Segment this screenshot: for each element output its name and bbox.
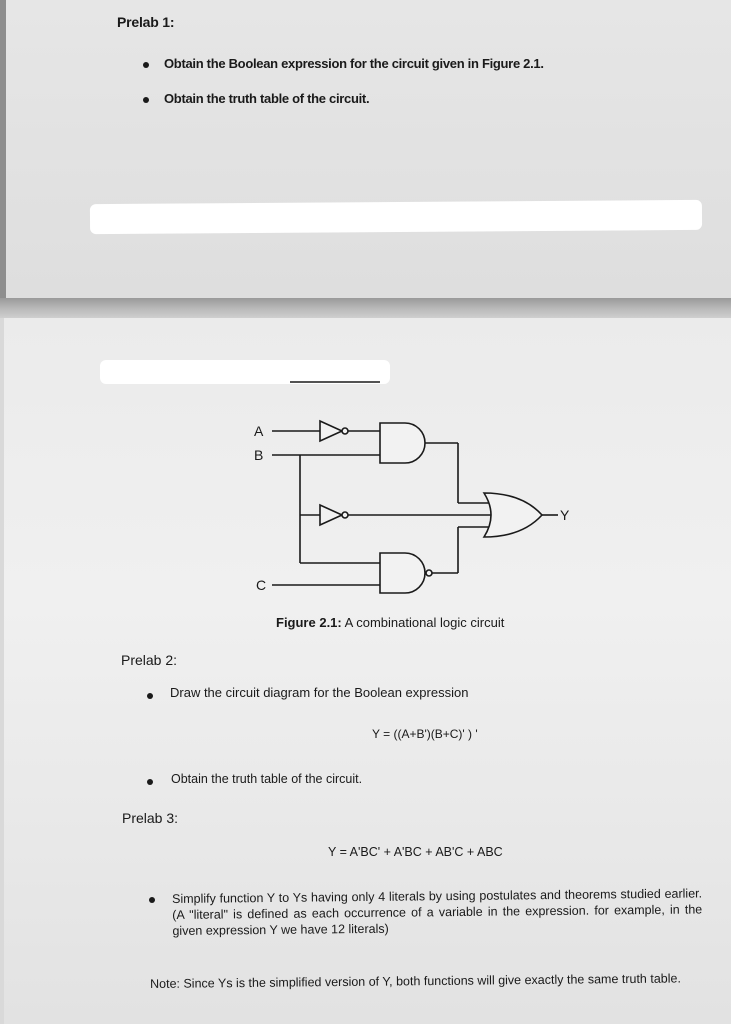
prelab3-note: Note: Since Ys is the simplified version of Y, both functions will give exactly the same truth table. (150, 971, 681, 991)
prelab1-title: Prelab 1: (117, 14, 175, 30)
and-gate-2 (380, 553, 425, 593)
figure-caption-text: A combinational logic circuit (341, 615, 505, 630)
or-gate (484, 493, 542, 537)
bullet-icon (149, 897, 155, 903)
prelab1-item-1: Obtain the Boolean expression for the circuit given in Figure 2.1. (164, 56, 544, 71)
output-y-label: Y (560, 507, 570, 523)
prelab3-item: Simplify function Y to Ys having only 4 literals by using postulates and theorems studied earlier. (A "literal" is defined as each occurrence of a variable in the expression. for example, in the given expression Y we have 12 literals) (172, 886, 703, 938)
bullet-icon (147, 693, 153, 699)
logic-circuit-diagram (240, 375, 580, 605)
prelab2-item-2: Obtain the truth table of the circuit. (171, 772, 363, 786)
prelab3-expression: Y = A'BC' + A'BC + AB'C + ABC (328, 845, 503, 859)
page-fold-divider (0, 298, 731, 318)
prelab2-item-1: Draw the circuit diagram for the Boolean expression (170, 685, 469, 700)
not-gate-b (320, 505, 342, 525)
prelab2-title: Prelab 2: (121, 652, 178, 668)
input-b-label: B (254, 447, 264, 463)
figure-caption (276, 615, 504, 630)
and-gate-1 (380, 423, 425, 463)
input-a-label: A (254, 423, 264, 439)
bullet-icon (143, 97, 149, 103)
prelab3-title: Prelab 3: (122, 810, 179, 826)
input-c-label: C (256, 577, 267, 593)
bullet-icon (143, 62, 149, 68)
figure-caption-label: Figure 2.1: (276, 615, 342, 630)
prelab1-item-2: Obtain the truth table of the circuit. (164, 91, 370, 106)
bullet-icon (147, 779, 153, 785)
upper-page (6, 0, 731, 298)
not-gate-a (320, 421, 342, 441)
redaction-bar (90, 200, 702, 234)
prelab2-expression: Y = ((A+B')(B+C)' ) ' (372, 727, 478, 741)
page-edge (0, 0, 6, 298)
